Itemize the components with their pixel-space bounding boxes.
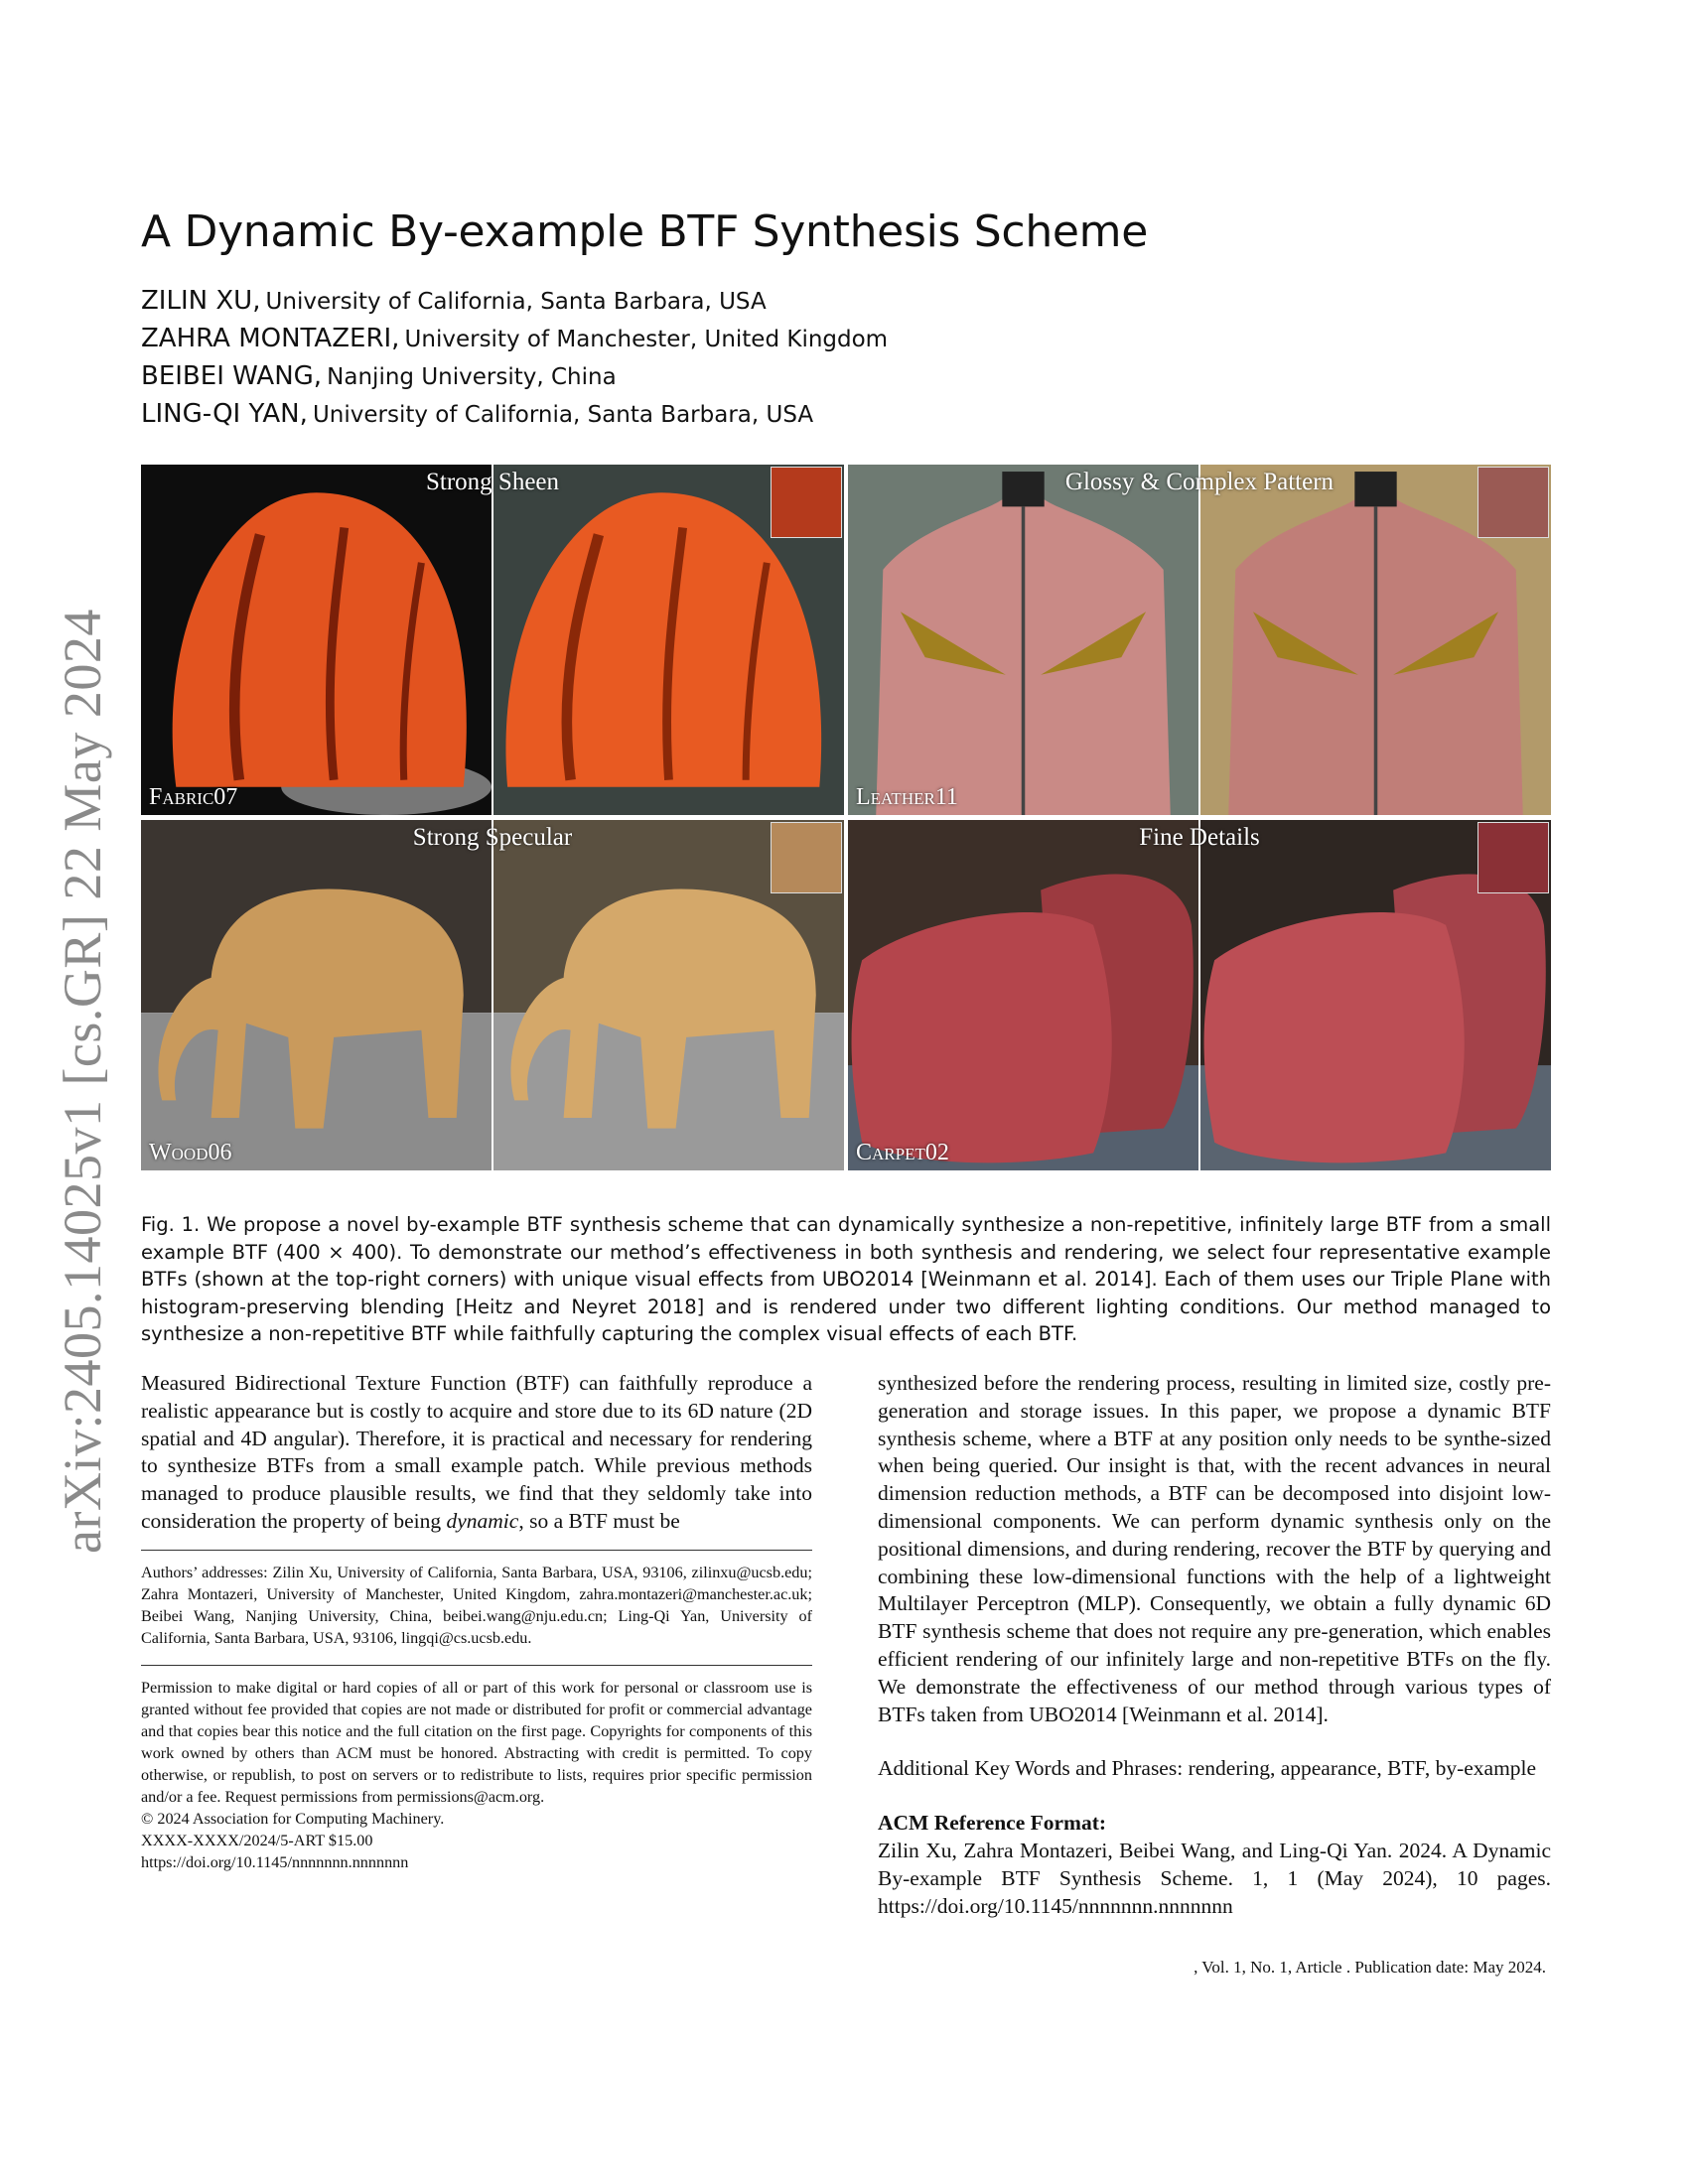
copyright-text: © 2024 Association for Computing Machinery. — [141, 1809, 445, 1828]
panel-title: Fine Details — [1139, 824, 1260, 851]
divider — [141, 1665, 812, 1666]
panel-label: Wood06 — [149, 1140, 232, 1165]
abstract-text: Measured Bidirectional Texture Function (BTF) can faithfully reproduce a realistic appearance but is costly to acquire and store due to its 6D nature (2D spatial and 4D angular). Therefore, it is practical and necessary for rendering to synthesize BTFs from a small example patch. While previous methods managed to produce plausible results, we find that they seldomly take into consideration the property of being — [141, 1371, 812, 1533]
panel-label: Leather11 — [856, 784, 958, 810]
right-column — [878, 1370, 1551, 1920]
issn-text: XXXX-XXXX/2024/5-ART $15.00 — [141, 1831, 373, 1849]
figure-panel-fabric — [141, 465, 844, 815]
acm-reference-text: Zilin Xu, Zahra Montazeri, Beibei Wang, and Ling-Qi Yan. 2024. A Dynamic By-example BTF Synthesis Scheme. 1, 1 (May 2024), 10 pages. https://doi.org/10.1145/nnnnnnn.nnnnnnn — [878, 1838, 1551, 1918]
author-list — [141, 286, 888, 437]
wood-render-left — [141, 820, 492, 1170]
figure-caption: Fig. 1. We propose a novel by-example BTF synthesis scheme that can dynamically synthesize a non-repetitive, infinitely large BTF from a small example BTF (400 × 400). To demonstrate our method’s effectiveness in both synthesis and rendering, we select four representative example BTFs (shown at the top-right corners) with unique visual effects from UBO2014 [Weinmann et al. 2014]. Each of them uses our Triple Plane with histogram-preserving blending [Heitz and Neyret 2018] and is rendered under two different lighting conditions. Our method managed to synthesize a non-repetitive BTF while faithfully capturing the complex visual effects of each BTF. — [141, 1213, 1551, 1345]
panel-title: Strong Sheen — [425, 469, 560, 495]
permission-text: Permission to make digital or hard copies of all or part of this work for personal or classroom use is granted without fee provided that copies are not made or distributed for profit or commercial advantage and that copies bear this notice and the full citation on the first page. Copyrights for components of this work owned by others than ACM must be honored. Abstracting with credit is permitted. To copy otherwise, or republish, to post on servers or to redistribute to lists, requires prior specific permission and/or a fee. Request permissions from permissions@acm.org. — [141, 1679, 812, 1806]
figure-panel-carpet — [848, 820, 1551, 1170]
fabric-render-left — [141, 465, 492, 815]
abstract-paragraph-right: synthesized before the rendering process, resulting in limited size, costly pre-generation and storage issues. In this paper, we propose a dynamic BTF synthesis scheme, where a BTF at any position only needs to be synthe-sized when being queried. Our insight is that, with the recent advances in neural dimension reduction methods, a BTF can be decomposed into disjoint low-dimensional components. We can perform dynamic synthesis only on the positional dimensions, and during rendering, recover the BTF by querying and combining these low-dimensional functions with the help of a lightweight Multilayer Perceptron (MLP). Consequently, we obtain a fully dynamic 6D BTF synthesis scheme that does not require any pre-generation, which enables efficient rendering of our infinitely large and non-repetitive BTFs on the fly. We demonstrate the effectiveness of our method through various types of BTFs taken from UBO2014 [Weinmann et al. 2014]. — [878, 1371, 1551, 1726]
arxiv-identifier: arXiv:2405.14025v1 [cs.GR] 22 May 2024 — [53, 609, 112, 1554]
spacer — [878, 1783, 1551, 1810]
authors-addresses — [141, 1563, 812, 1650]
abstract-text: , so a BTF must be — [518, 1508, 680, 1533]
keywords: Additional Key Words and Phrases: rendering, appearance, BTF, by-example — [878, 1756, 1537, 1781]
author-affiliation: University of Manchester, United Kingdom — [404, 327, 889, 352]
example-swatch — [771, 467, 842, 538]
author-affiliation: Nanjing University, China — [327, 364, 617, 390]
doi-link[interactable]: https://doi.org/10.1145/nnnnnnn.nnnnnnn — [141, 1852, 409, 1871]
acm-reference-heading: ACM Reference Format: — [878, 1811, 1107, 1836]
leather-render-left — [848, 465, 1198, 815]
abstract-emphasis: dynamic — [446, 1508, 519, 1533]
abstract-paragraph-left — [141, 1370, 812, 1536]
author-entry — [141, 286, 888, 324]
teaser-figure — [141, 465, 1553, 1171]
author-name: ZAHRA MONTAZERI, — [141, 324, 400, 353]
panel-title: Strong Specular — [412, 824, 573, 851]
author-name: BEIBEI WANG, — [141, 361, 323, 391]
author-entry — [141, 324, 888, 361]
permission-block — [141, 1678, 812, 1873]
author-affiliation: University of California, Santa Barbara, USA — [265, 289, 767, 315]
panel-title: Glossy & Complex Pattern — [1064, 469, 1335, 495]
spacer — [878, 1728, 1551, 1755]
page-footer: , Vol. 1, No. 1, Article . Publication date: May 2024. — [1194, 1958, 1546, 1977]
divider — [141, 1550, 812, 1551]
author-name: ZILIN XU, — [141, 286, 261, 316]
figure-panel-leather — [848, 465, 1551, 815]
author-entry — [141, 361, 888, 399]
example-swatch — [771, 822, 842, 893]
panel-label: Fabric07 — [149, 784, 238, 810]
author-name: LING-QI YAN, — [141, 399, 308, 429]
example-swatch — [1477, 467, 1549, 538]
panel-label: Carpet02 — [856, 1140, 949, 1165]
author-affiliation: University of California, Santa Barbara, USA — [312, 402, 814, 428]
paper-title: A Dynamic By-example BTF Synthesis Scheme — [141, 206, 1149, 257]
author-entry — [141, 399, 888, 437]
example-swatch — [1477, 822, 1549, 893]
figure-panel-wood — [141, 820, 844, 1170]
left-column — [141, 1370, 812, 1874]
carpet-render-left — [848, 820, 1198, 1170]
addresses-text: Authors’ addresses: Zilin Xu, University of California, Santa Barbara, USA, 93106, zilinxu@ucsb.edu; Zahra Montazeri, University of Manchester, United Kingdom, zahra.montazeri@manchester.ac.uk; Beibei Wang, Nanjing University, China, beibei.wang@nju.edu.cn; Ling-Qi Yan, University of California, Santa Barbara, USA, 93106, lingqi@cs.ucsb.edu. — [141, 1563, 812, 1647]
